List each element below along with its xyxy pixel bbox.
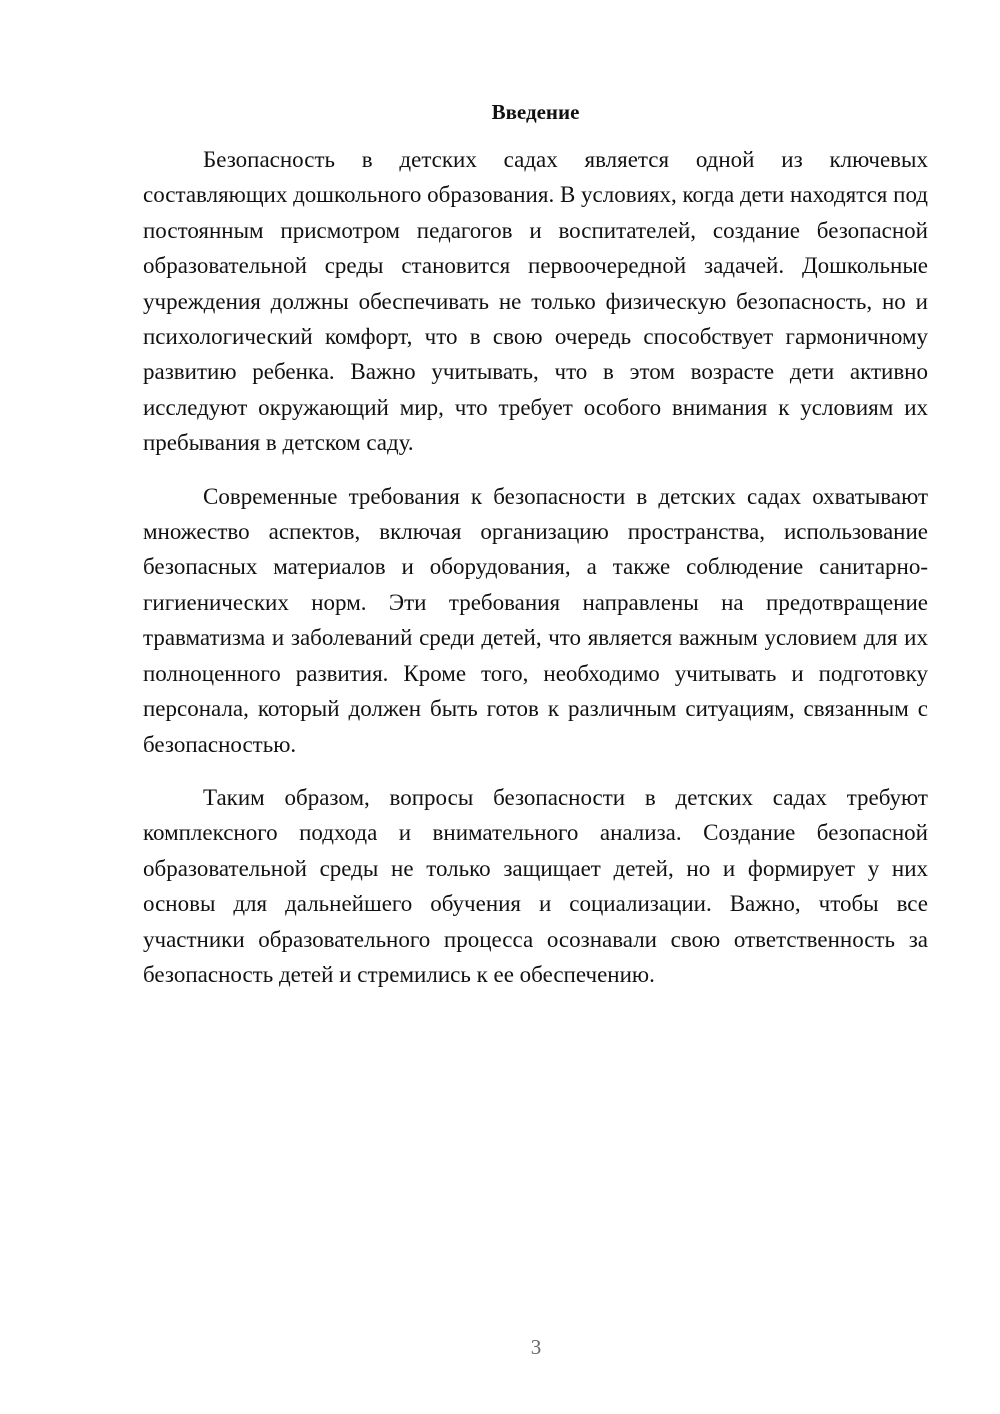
paragraph-1: Безопасность в детских садах является одной из ключевых составляющих дошкольного образования. В условиях, когда дети находятся под постоянным присмотром педагогов и воспитателей, создание безопасной образовательной среды становится первоочередной задачей. Дошкольные учреждения должны обеспечивать не только физическую безопасность, но и психологический комфорт, что в свою очередь способствует гармоничному развитию ребенка. Важно учитывать, что в этом возрасте дети активно исследуют окружающий мир, что требует особого внимания к условиям их пребывания в детском саду.: [143, 147, 928, 456]
body-text: [143, 142, 928, 1010]
paragraph-2: Современные требования к безопасности в детских садах охватывают множество аспектов, включая организацию пространства, использование безопасных материалов и оборудования, а также соблюдение санитарно-гигиенических норм. Эти требования направлены на предотвращение травматизма и заболеваний среди детей, что является важным условием для их полноценного развития. Кроме того, необходимо учитывать и подготовку персонала, который должен быть готов к различным ситуациям, связанным с безопасностью.: [143, 483, 928, 757]
paragraph-3: Таким образом, вопросы безопасности в детских садах требуют комплексного подхода и внимательного анализа. Создание безопасной образовательной среды не только защищает детей, но и формирует у них основы для дальнейшего обучения и социализации. Важно, чтобы все участники образовательного процесса осознавали свою ответственность за безопасность детей и стремились к ее обеспечению.: [143, 784, 928, 987]
section-heading: Введение: [491, 100, 580, 124]
page-number: 3: [530, 1335, 542, 1359]
